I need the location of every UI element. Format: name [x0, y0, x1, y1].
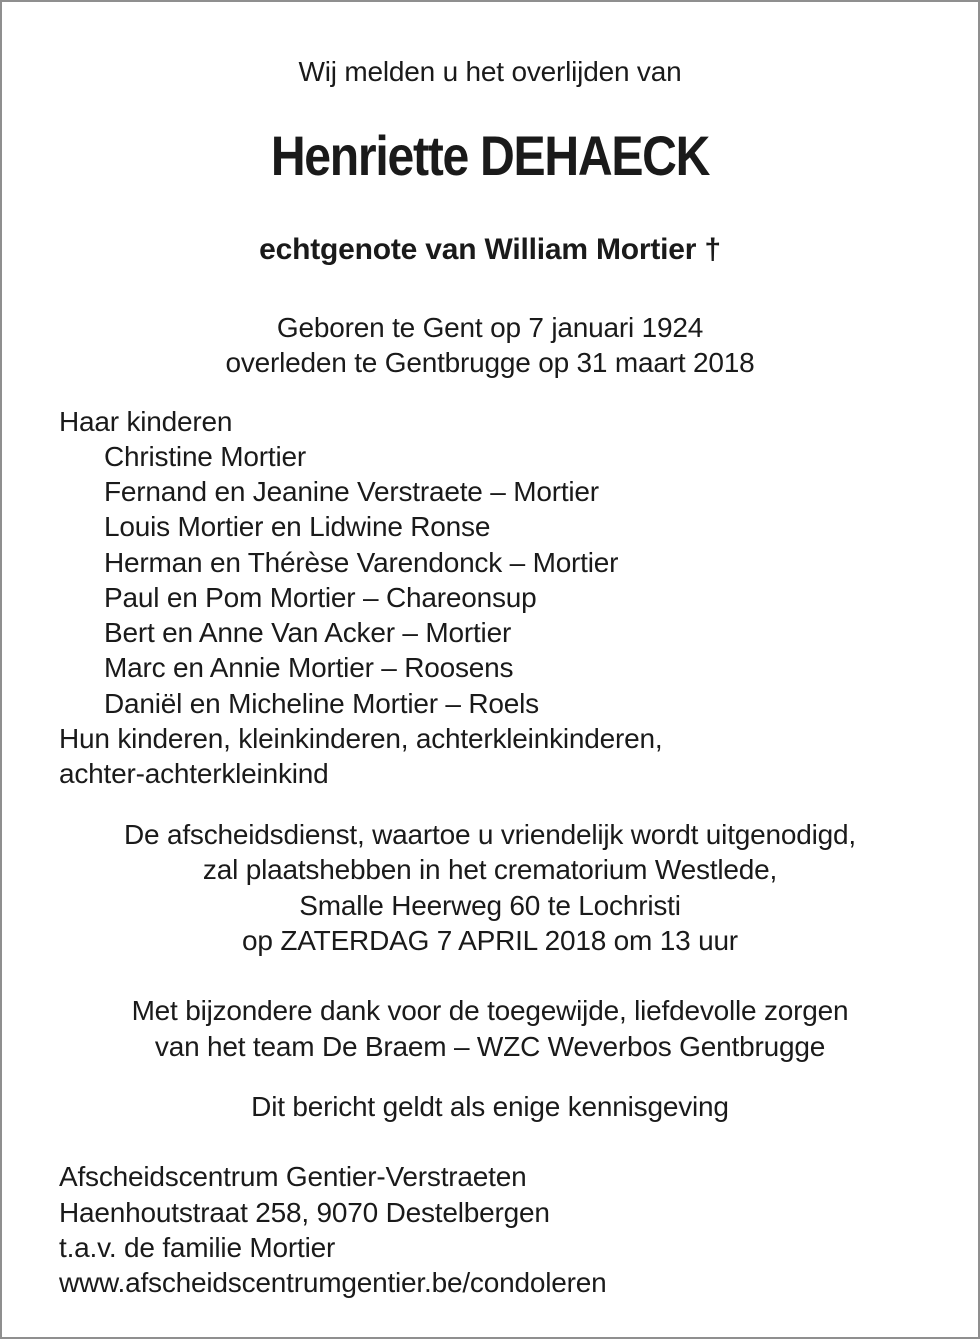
intro-text: Wij melden u het overlijden van — [298, 56, 682, 87]
service-line: De afscheidsdienst, waartoe u vriendelijk wordt uitgenodigd, — [124, 819, 856, 850]
child-item: Louis Mortier en Lidwine Ronse — [104, 511, 491, 542]
service-line: zal plaatshebben in het crematorium Westlede, — [202, 854, 778, 885]
thanks-line: Met bijzondere dank voor de toegewijde, liefdevolle zorgen — [131, 995, 849, 1026]
contact-line: t.a.v. de familie Mortier — [59, 1232, 336, 1263]
child-item: Herman en Thérèse Varendonck – Mortier — [104, 547, 619, 578]
child-item: Paul en Pom Mortier – Chareonsup — [104, 582, 537, 613]
service-line: Smalle Heerweg 60 te Lochristi — [299, 890, 681, 921]
birth-line: Geboren te Gent op 7 januari 1924 — [276, 312, 704, 343]
service-line: op ZATERDAG 7 APRIL 2018 om 13 uur — [242, 925, 738, 956]
children-heading: Haar kinderen — [59, 406, 233, 437]
deceased-name: Henriette DEHAECK — [270, 124, 710, 187]
thanks-line: van het team De Braem – WZC Weverbos Gentbrugge — [154, 1031, 826, 1062]
child-item: Fernand en Jeanine Verstraete – Mortier — [104, 476, 599, 507]
descendants-line: achter-achterkleinkind — [59, 758, 329, 789]
child-item: Daniël en Micheline Mortier – Roels — [104, 688, 539, 719]
spouse-line: echtgenote van William Mortier † — [259, 233, 721, 266]
notice-line: Dit bericht geldt als enige kennisgeving — [251, 1091, 729, 1122]
child-item: Christine Mortier — [104, 441, 306, 472]
descendants-line: Hun kinderen, kleinkinderen, achterkleinkinderen, — [59, 723, 663, 754]
death-line: overleden te Gentbrugge op 31 maart 2018 — [225, 347, 755, 378]
contact-line: Haenhoutstraat 258, 9070 Destelbergen — [59, 1197, 550, 1228]
child-item: Bert en Anne Van Acker – Mortier — [104, 617, 512, 648]
contact-line: Afscheidscentrum Gentier-Verstraeten — [59, 1161, 527, 1192]
condolence-link[interactable]: www.afscheidscentrumgentier.be/condoleren — [59, 1267, 607, 1298]
child-item: Marc en Annie Mortier – Roosens — [104, 652, 514, 683]
